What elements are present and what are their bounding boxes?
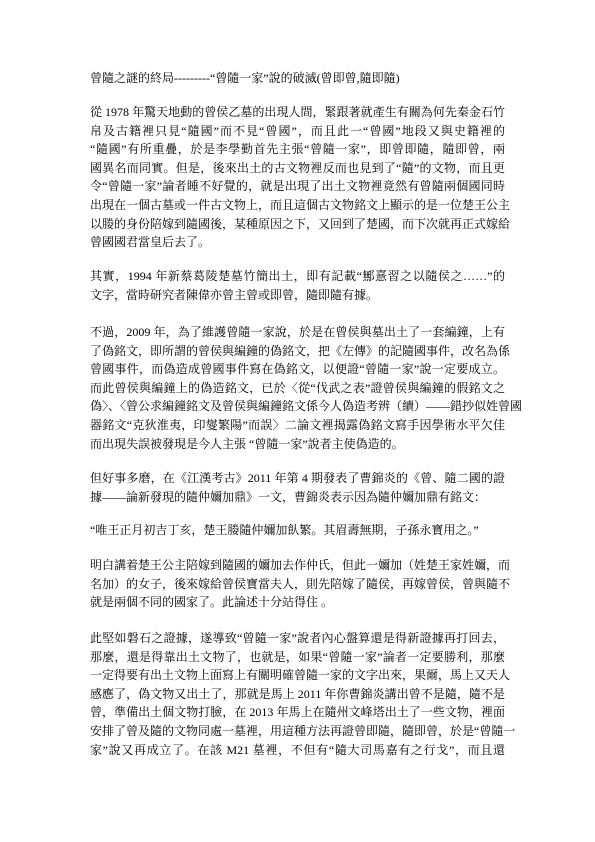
- paragraph-line: 曾國國君當皇后去了。: [90, 235, 211, 250]
- paragraph-line: 明白講着楚王公主陪嫁到隨國的嬭加去作仲氏，但此一嬭加（姓楚王家姓嬭，而: [90, 558, 511, 572]
- title-line: 曾隨之謎的終局---------“曾隨一家”說的破滅(曾即曾,隨即隨): [90, 71, 400, 85]
- paragraph-line: 那麼，還是得靠出土文物了，也就是，如果“曾隨一家”論者一定要勝利，那麼: [90, 649, 505, 664]
- paragraph-6: [90, 556, 511, 612]
- paragraph-line: 其實，1994 年新蔡葛陵楚墓竹簡出土，即有記載“鄦憙習之以隨侯之……”的: [90, 269, 505, 283]
- document-title: [90, 69, 505, 88]
- paragraph-line: 出現在一個古墓或一件古文物上，而且這個古文物銘文上顯示的是一位楚王公主: [90, 197, 511, 212]
- paragraph-line: 不過，2009 年，為了維護曾隨一家說，於是在曾侯與墓出土了一套編鐘，上有: [90, 325, 505, 339]
- paragraph-line: 就是兩個不同的國家了。此論述十分站得住 。: [90, 595, 334, 610]
- paragraph-line: 器銘文“克狄淮夷，印燮繁陽”而誤〉二論文裡揭露偽銘文寫手因學術水平欠佳: [90, 417, 505, 432]
- paragraph-3: [90, 323, 523, 453]
- paragraph-4: [90, 469, 505, 506]
- paragraph-line: 令“曾隨一家”論者睡不好覺的，就是出現了出土文物裡竟然有曾隨兩個國同時: [90, 179, 505, 194]
- paragraph-line: 偽〉、〈曾公求編鐘銘文及曾侯與編鐘銘文係今人偽造考辨（續）——錯抄似姓曾國: [90, 399, 523, 414]
- quote-line: “唯王正月初吉丁亥，楚王媵隨仲嬭加飤繁。其眉壽無期，子孫永寶用之。”: [90, 523, 479, 537]
- paragraph-line: 感應了，偽文物又出土了，那就是馬上 2011 年你曹錦炎講出曾不是隨，隨不是: [90, 686, 505, 701]
- paragraph-line: 名加）的女子，後來嫁給曾侯寶當夫人，則先陪嫁了隨侯，再嫁曾侯，曾與隨不: [90, 576, 511, 591]
- paragraph-line: “隨國”有所重疊，於是李學勤首先主張“曾隨一家”，即曾即隨，隨即曾，兩: [90, 142, 505, 157]
- paragraph-line: 此堅如磐石之證據，遂導致“曾隨一家”說者內心盤算還是得新證據再打回去，: [90, 631, 505, 645]
- paragraph-line: 了偽銘文，即所謂的曾侯與編鐘的偽銘文，把《左傳》的記隨國事件，改名為係: [90, 343, 511, 358]
- paragraph-2: [90, 267, 505, 304]
- paragraph-line: 曾國事件，而偽造成曾國事件寫在偽銘文，以便證“曾隨一家”說一定要成立。: [90, 362, 505, 377]
- paragraph-line: 安排了曾及隨的文物同處一墓裡，用這種方法再證曾即隨，隨即曾，於是“曾隨一: [90, 723, 516, 738]
- paragraph-1: [90, 103, 511, 252]
- paragraph-line: 據——論新發現的隨仲嬭加鼎》一文，曹錦炎表示因為隨仲嬭加鼎有銘文：: [90, 489, 487, 504]
- paragraph-line: 以媵的身份陪嫁到隨國後，某種原因之下，又回到了楚國，而下次就再正式嫁給: [90, 216, 511, 231]
- paragraph-line: 從 1978 年驚天地動的曾侯乙墓的出現人間，緊跟著就產生有關為何先秦金石竹: [90, 105, 505, 119]
- paragraph-line: 帛及古籍裡只見“隨國”而不見“曾國”，而且此一“曾國”地段又與史籍裡的: [90, 123, 505, 138]
- inscription-quote: [90, 521, 505, 540]
- paragraph-line: 曾，準備出土個文物打臉，在 2013 年馬上在隨州文峰塔出土了一些文物，裡面: [90, 705, 505, 720]
- paragraph-7: [90, 629, 516, 759]
- paragraph-line: 而出現失誤被發現是今人主張 “曾隨一家”說者主使偽造的。: [90, 436, 404, 451]
- paragraph-line: 而此曾侯與編鐘上的偽造銘文，已於〈從“伐武之表”證曾侯與編鐘的假銘文之: [90, 380, 505, 395]
- paragraph-line: 文字，當時研究者陳偉亦曾主曾或即曾，隨即隨有據。: [90, 287, 379, 302]
- paragraph-line: 但好事多磨，在《江漢考古》2011 年第 4 期發表了曹錦炎的《曾、隨二國的證: [90, 471, 505, 485]
- paragraph-line: 家”說又再成立了。在該 M21 墓裡，不但有“隨大司馬嘉有之行戈”，而且還: [90, 742, 505, 757]
- paragraph-line: 國異名而同實。但是，後來出土的古文物裡反而也見到了“隨”的文物，而且更: [90, 160, 505, 175]
- paragraph-line: 一定得要有出土文物上面寫上有關明確曾隨一家的文字出來，果爾，馬上又天人: [90, 668, 511, 683]
